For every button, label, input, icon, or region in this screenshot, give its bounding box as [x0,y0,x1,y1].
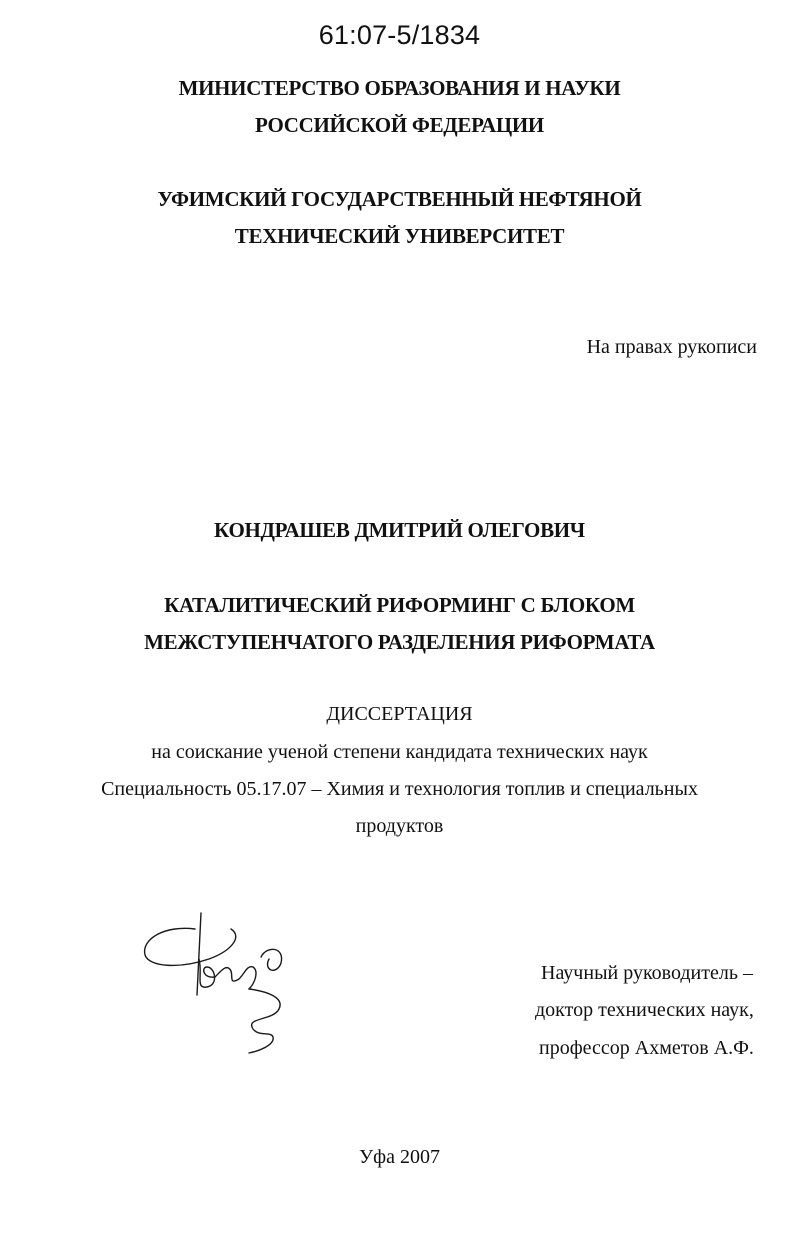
university-line-1: УФИМСКИЙ ГОСУДАРСТВЕННЫЙ НЕФТЯНОЙ [157,187,642,211]
university-line-2: ТЕХНИЧЕСКИЙ УНИВЕРСИТЕТ [234,224,565,248]
signature-icon [135,905,305,1055]
specialty-line-1: Специальность 05.17.07 – Химия и технология топлив и специальных [101,778,698,800]
manuscript-note: На правах рукописи [586,336,757,358]
supervisor-line-3: профессор Ахметов А.Ф. [539,1037,754,1059]
title-line-1: КАТАЛИТИЧЕСКИЙ РИФОРМИНГ С БЛОКОМ [164,593,635,617]
supervisor-line-2: доктор технических наук, [535,999,754,1021]
specialty-line-2: продуктов [355,815,444,837]
ministry-line-1: МИНИСТЕРСТВО ОБРАЗОВАНИЯ И НАУКИ [178,76,621,100]
title-line-2: МЕЖСТУПЕНЧАТОГО РАЗДЕЛЕНИЯ РИФОРМАТА [144,630,655,654]
ministry-line-2: РОССИЙСКОЙ ФЕДЕРАЦИИ [255,113,544,137]
archive-code: 61:07-5/1834 [318,20,481,50]
supervisor-line-1: Научный руководитель – [541,962,753,984]
degree-line: на соискание ученой степени кандидата технических наук [151,741,648,763]
place-year: Уфа 2007 [359,1146,440,1168]
document-type: ДИССЕРТАЦИЯ [326,703,473,725]
author-name: КОНДРАШЕВ ДМИТРИЙ ОЛЕГОВИЧ [214,518,585,542]
